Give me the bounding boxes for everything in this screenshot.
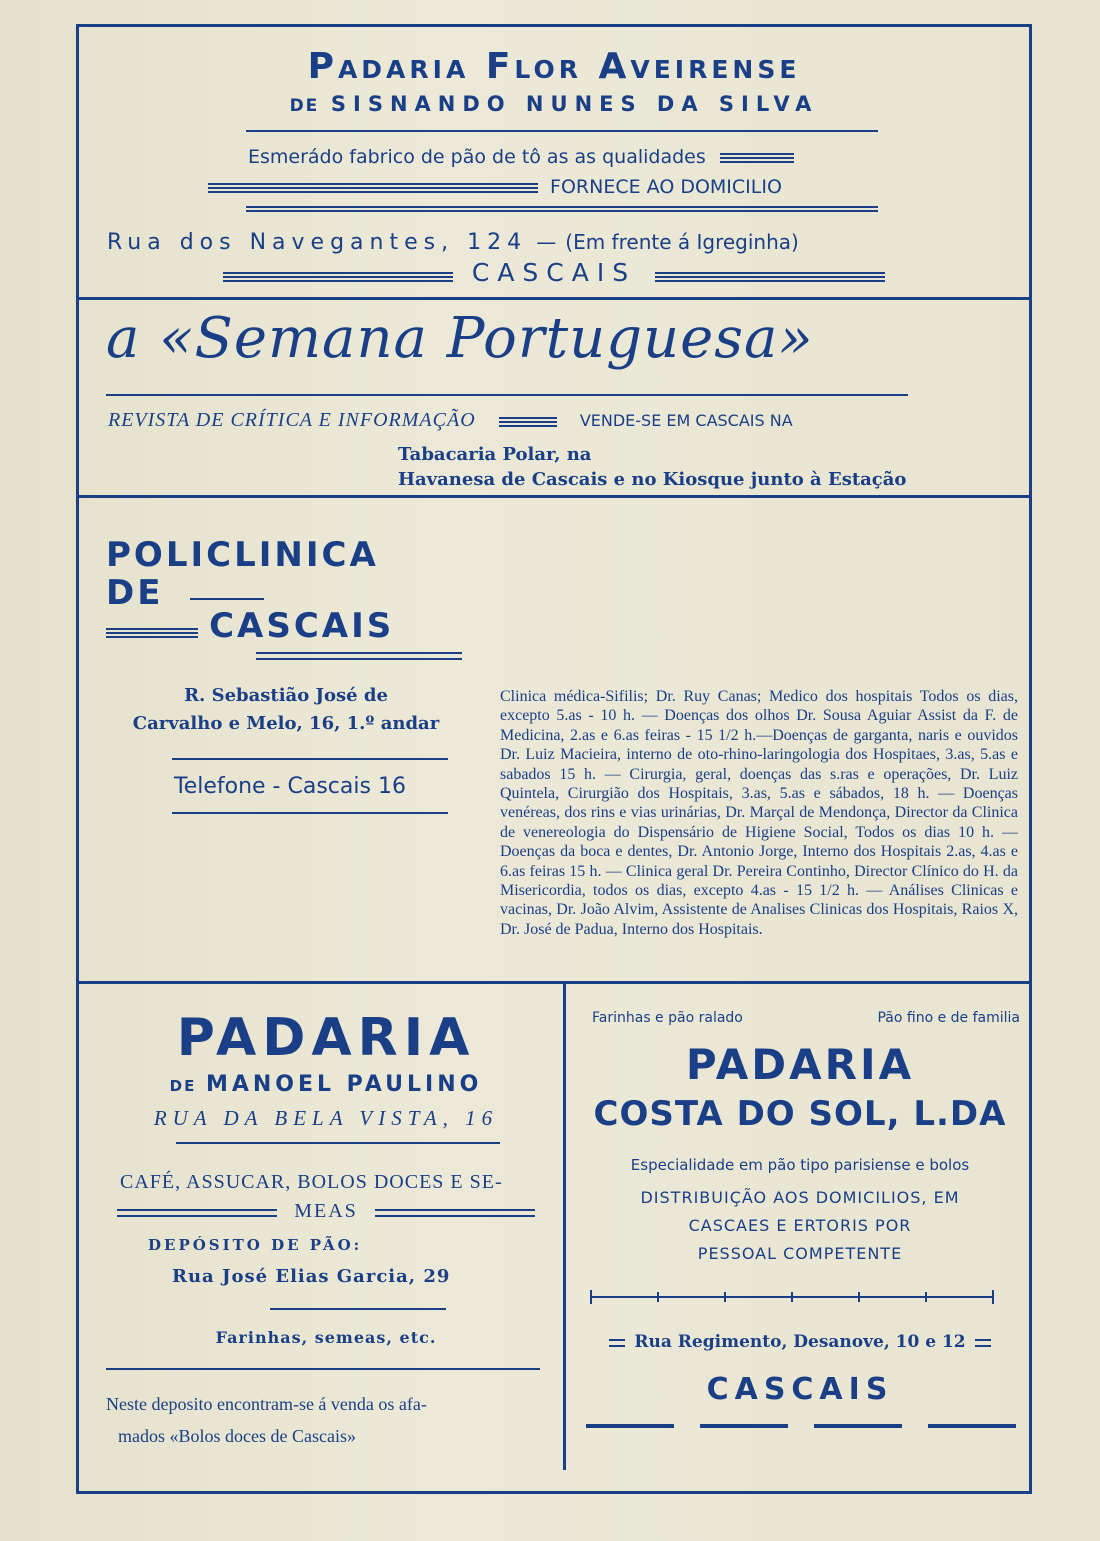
aveirense-line2: FORNECE AO DOMICILIO <box>550 176 782 198</box>
costa-town: CASCAIS <box>706 1372 894 1407</box>
rule <box>176 1142 500 1144</box>
costa-address: Rua Regimento, Desanove, 10 e 12 <box>634 1332 966 1352</box>
rule <box>246 130 878 132</box>
costa-name-line1: PADARIA <box>685 1040 915 1089</box>
paulino-deposit-products: Farinhas, semeas, etc. <box>215 1328 437 1347</box>
costa-delivery-line1: DISTRIBUIÇÃO AOS DOMICILIOS, EM <box>640 1188 960 1207</box>
costa-top-left: Farinhas e pão ralado <box>592 1010 743 1026</box>
rule <box>586 1424 674 1428</box>
costa-delivery-line2: CASCAES E ERTORIS POR <box>688 1216 912 1235</box>
paulino-products2: MEAS <box>294 1200 358 1222</box>
rule <box>858 1292 860 1302</box>
aveirense-line1: Esmerádo fabrico de pão de tô as as qualidades <box>248 146 706 168</box>
paulino-deposit-label: DEPÓSITO DE PÃO: <box>148 1236 363 1254</box>
rule <box>590 1290 592 1304</box>
aveirense-owner: SISNANDO NUNES DA SILVA <box>330 92 819 116</box>
rule <box>724 1292 726 1302</box>
section-divider <box>78 981 1030 984</box>
rule <box>106 394 908 396</box>
rule <box>190 598 264 600</box>
rule <box>256 658 462 660</box>
paulino-street: RUA DA BELA VISTA, 16 <box>153 1106 499 1130</box>
policlinica-address-line1: R. Sebastião José de <box>184 685 388 706</box>
paulino-owner-prefix: DE <box>169 1077 197 1095</box>
rule <box>814 1424 902 1428</box>
semana-sale-note: VENDE-SE EM CASCAIS NA <box>579 411 793 430</box>
semana-vendors-line1: Tabacaria Polar, na <box>398 444 592 465</box>
aveirense-street: Rua dos Navegantes, 124 <box>107 230 528 255</box>
rule <box>791 1292 793 1302</box>
rule <box>928 1424 1016 1428</box>
policlinica-name-line2: DE <box>106 573 164 613</box>
aveirense-town: CASCAIS <box>471 258 637 287</box>
rule <box>270 1308 446 1310</box>
paulino-deposit-address: Rua José Elias Garcia, 29 <box>172 1266 451 1287</box>
rule <box>925 1292 927 1302</box>
rule <box>700 1424 788 1428</box>
paulino-note-line1: Neste deposito encontram-se á venda os afa- <box>106 1394 427 1414</box>
semana-subtitle: REVISTA DE CRÍTICA E INFORMAÇÃO <box>108 409 476 431</box>
rule <box>246 210 878 212</box>
semana-vendors-line2: Havanesa de Cascais e no Kiosque junto à Estação <box>398 469 907 490</box>
policlinica-name-line1: POLICLINICA <box>106 535 379 575</box>
policlinica-address-line2: Carvalho e Melo, 16, 1.º andar <box>132 713 440 734</box>
section-divider <box>78 297 1030 300</box>
costa-top-right: Pão fino e de familia <box>877 1010 1020 1026</box>
paulino-owner: MANOEL PAULINO <box>205 1072 483 1097</box>
rule <box>172 758 448 760</box>
column-divider <box>563 984 566 1470</box>
costa-specialty: Especialidade em pão tipo parisiense e bolos <box>630 1156 970 1174</box>
policlinica-phone: Telefone - Cascais 16 <box>174 774 406 799</box>
costa-delivery-line3: PESSOAL COMPETENTE <box>697 1244 903 1263</box>
paulino-note-line2: mados «Bolos doces de Cascais» <box>118 1426 356 1446</box>
paulino-products: CAFÉ, ASSUCAR, BOLOS DOCES E SE- <box>120 1171 503 1193</box>
semana-title: a «Semana Portuguesa» <box>106 306 814 371</box>
rule <box>256 652 462 654</box>
aveirense-address-note: (Em frente á Igreginha) <box>565 230 799 254</box>
rule <box>246 206 878 208</box>
costa-name-line2: COSTA DO SOL, L.DA <box>593 1094 1007 1134</box>
aveirense-owner-prefix: DE <box>289 96 320 116</box>
policlinica-name-line3: CASCAIS <box>209 606 395 646</box>
aveirense-name: Padaria Flor Aveirense <box>307 46 801 87</box>
rule <box>992 1290 994 1304</box>
rule <box>106 1368 540 1370</box>
rule <box>657 1292 659 1302</box>
section-divider <box>78 495 1030 498</box>
policlinica-services: Clinica médica-Sifilis; Dr. Ruy Canas; Medico dos hospitais Todos os dias, excepto 5.as - 10 h. — Doenças dos olhos Dr. Sousa Aguiar Assist da F. de Medicina, 2.as e 6.as feiras - 15 1/2 h.—Doenças de garganta, naris e ouvidos Dr. Luiz Macieira, interno de oto-rhino-laringologia dos Hospitaes, 3.as, 5.as e sabados 15 h. — Cirurgia, geral, doenças das s.ras e operações, Dr. Luiz Quintela, Cirurgião dos Hospitais, 3.as, 5.as e sábados, 18 h. — Doenças venéreas, dos rins e vias urinárias, Dr. Marçal de Mendonça, Director da Clinica de venereologia do Dispensário de Higiene Social, Todos os dias 10 h. — Doenças da boca e dentes, Dr. Antonio Jorge, Interno dos Hospitais 2.as, 4.as e 6.as feiras 15 h. — Clinica geral Dr. Pereira Continho, Director Clínico do H. da Misericordia, todos os dias, excepto 4.as - 15 1/2 h. — Análises Clinicas e vacinas, Dr. João Alvim, Assistente de Analises Clinicas dos Hospitais, Raios X, Dr. José de Padua, Interno dos Hospitais. <box>500 688 1018 938</box>
rule <box>172 812 448 814</box>
paulino-name: PADARIA <box>176 1008 476 1068</box>
